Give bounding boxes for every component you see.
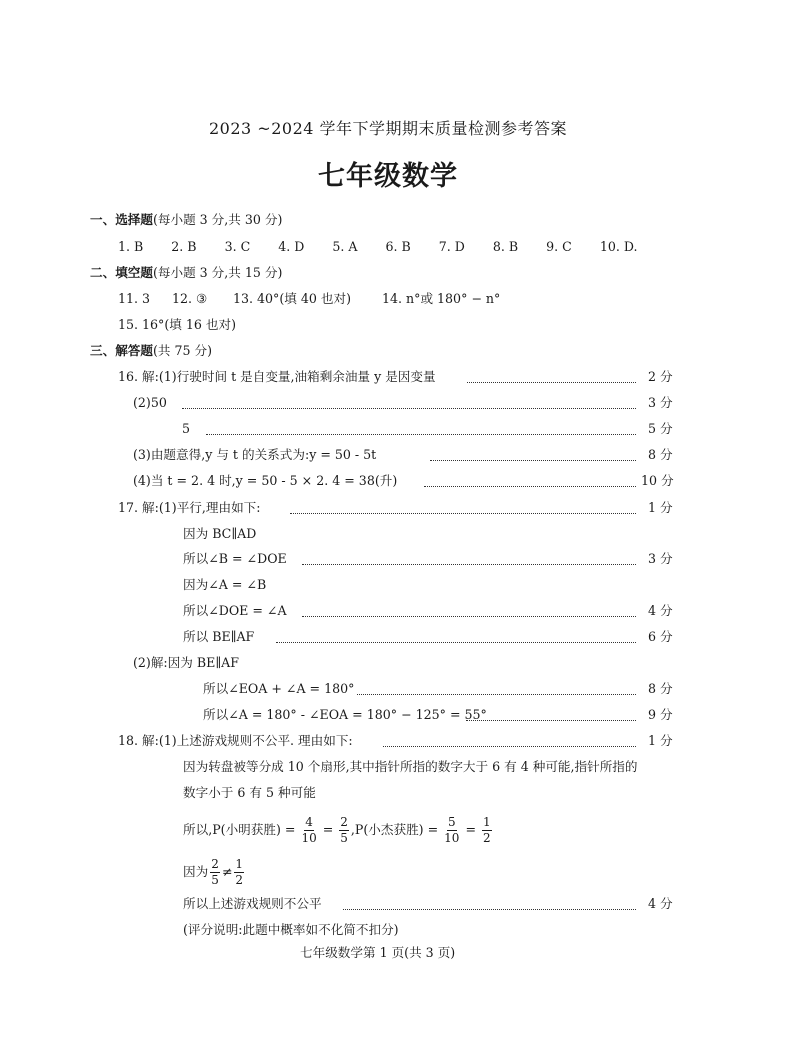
- q18-line-2: 因为转盘被等分成 10 个扇形,其中指针所指的数字大于 6 有 4 种可能,指针所指的: [183, 759, 638, 774]
- dot-leader: [466, 720, 636, 721]
- dot-leader: [343, 909, 636, 910]
- fraction: [234, 858, 244, 887]
- section2-heading: 二、填空题: [90, 265, 153, 280]
- numerator: 2: [339, 816, 349, 831]
- q17-line-4: 因为∠A = ∠B: [183, 577, 267, 592]
- section3-note: (共 75 分): [152, 343, 213, 358]
- dot-leader: [276, 642, 636, 643]
- mc-answer: 4. D: [278, 239, 305, 254]
- fill-answer-11: 11. 3: [118, 291, 151, 306]
- probability-text: 所以,P(小明获胜) =: [183, 822, 300, 838]
- q17-line-2: 因为 BC∥AD: [183, 526, 257, 541]
- section2-note: (每小题 3 分,共 15 分): [152, 265, 283, 280]
- denominator: 5: [340, 831, 348, 846]
- q17-line-8: 所以∠EOA + ∠A = 180°: [203, 681, 355, 696]
- denominator: 10: [444, 831, 460, 846]
- section1-header: [90, 214, 282, 227]
- dot-leader: [383, 746, 636, 747]
- denominator: 10: [301, 831, 317, 846]
- score-label: 4 分: [648, 603, 673, 618]
- fraction: [482, 816, 492, 845]
- equals-sign: =: [461, 822, 481, 838]
- q17-line-1: 17. 解:(1)平行,理由如下:: [118, 500, 261, 515]
- q16-line-2: (2)50: [133, 395, 167, 410]
- score-label: 9 分: [648, 707, 673, 722]
- score-label: 6 分: [648, 629, 673, 644]
- numerator: 4: [304, 816, 314, 831]
- q16-line-3: 5: [182, 421, 191, 436]
- q17-line-7: (2)解:因为 BE∥AF: [133, 655, 239, 670]
- numerator: 2: [210, 858, 220, 873]
- dot-leader: [182, 408, 636, 409]
- q16-line-5: (4)当 t = 2. 4 时,y = 50 - 5 × 2. 4 = 38(升): [133, 473, 398, 488]
- q17-line-3: 所以∠B = ∠DOE: [183, 551, 287, 566]
- score-label: 1 分: [648, 500, 673, 515]
- fill-answer-13: 13. 40°(填 40 也对): [233, 291, 351, 306]
- mc-answer: 3. C: [224, 239, 251, 254]
- section1-note: (每小题 3 分,共 30 分): [152, 212, 283, 227]
- inequality-text: 因为: [183, 864, 209, 880]
- fill-answer-15: 15. 16°(填 16 也对): [118, 317, 236, 332]
- fraction: [339, 816, 349, 845]
- section3-heading: 三、解答题: [90, 343, 153, 358]
- denominator: 2: [483, 831, 491, 846]
- fraction: [210, 858, 220, 887]
- dot-leader: [357, 694, 636, 695]
- fraction: [444, 816, 459, 845]
- fill-answer-14: 14. n°或 180° − n°: [382, 291, 501, 306]
- score-label: 8 分: [648, 681, 673, 696]
- score-label: 4 分: [648, 896, 673, 911]
- q16-line-4: (3)由题意得,y 与 t 的关系式为:y = 50 - 5t: [133, 447, 377, 462]
- document-title: 2023 ~2024 学年下学期期末质量检测参考答案: [209, 119, 568, 138]
- section1-heading: 一、选择题: [90, 212, 153, 227]
- equals-sign: =: [318, 822, 338, 838]
- score-label: 2 分: [648, 369, 673, 384]
- dot-leader: [302, 564, 636, 565]
- numerator: 1: [234, 858, 244, 873]
- section1-answers: [118, 241, 638, 254]
- score-label: 8 分: [648, 447, 673, 462]
- score-label: 3 分: [648, 395, 673, 410]
- subject-title: 七年级数学: [318, 161, 458, 192]
- q16-line-1: 16. 解:(1)行驶时间 t 是自变量,油箱剩余油量 y 是因变量: [118, 369, 436, 384]
- scoring-note: (评分说明:此题中概率如不化简不扣分): [183, 922, 399, 937]
- mc-answer: 9. C: [546, 239, 572, 254]
- denominator: 2: [235, 873, 244, 888]
- mc-answer: 8. B: [492, 239, 519, 254]
- section2-header: [90, 267, 282, 280]
- score-label: 3 分: [648, 551, 673, 566]
- mc-answer: 5. A: [332, 239, 358, 254]
- mc-answer: 2. B: [171, 239, 197, 254]
- dot-leader: [290, 513, 636, 514]
- dot-leader: [467, 382, 636, 383]
- denominator: 5: [211, 873, 219, 888]
- fraction: [301, 816, 316, 845]
- q17-line-6: 所以 BE∥AF: [183, 629, 255, 644]
- score-label: 10 分: [641, 473, 674, 488]
- fill-answer-12: 12. ③: [172, 291, 208, 306]
- mc-answer: 10. D.: [599, 239, 638, 254]
- q17-line-9: 所以∠A = 180° - ∠EOA = 180° − 125° = 55°: [203, 707, 487, 722]
- dot-leader: [424, 486, 636, 487]
- numerator: 5: [447, 816, 457, 831]
- q18-line-6: 所以上述游戏规则不公平: [183, 896, 322, 911]
- q18-line-1: 18. 解:(1)上述游戏规则不公平. 理由如下:: [118, 733, 353, 748]
- score-label: 5 分: [648, 421, 673, 436]
- q17-line-5: 所以∠DOE = ∠A: [183, 603, 287, 618]
- mc-answer: 7. D: [438, 239, 465, 254]
- q18-probability-line: [183, 816, 494, 845]
- q18-line-3: 数字小于 6 有 5 种可能: [183, 785, 316, 800]
- mc-answer: 6. B: [385, 239, 411, 254]
- numerator: 1: [482, 816, 492, 831]
- dot-leader: [206, 434, 636, 435]
- page-footer: 七年级数学第 1 页(共 3 页): [300, 945, 456, 960]
- mc-answer: 1. B: [118, 239, 144, 254]
- score-label: 1 分: [648, 733, 673, 748]
- probability-text: ,P(小杰获胜) =: [350, 822, 443, 838]
- dot-leader: [430, 460, 636, 461]
- dot-leader: [302, 616, 636, 617]
- q18-inequality-line: [183, 858, 246, 887]
- not-equal-sign: ≠: [221, 864, 233, 880]
- section3-header: [90, 345, 212, 358]
